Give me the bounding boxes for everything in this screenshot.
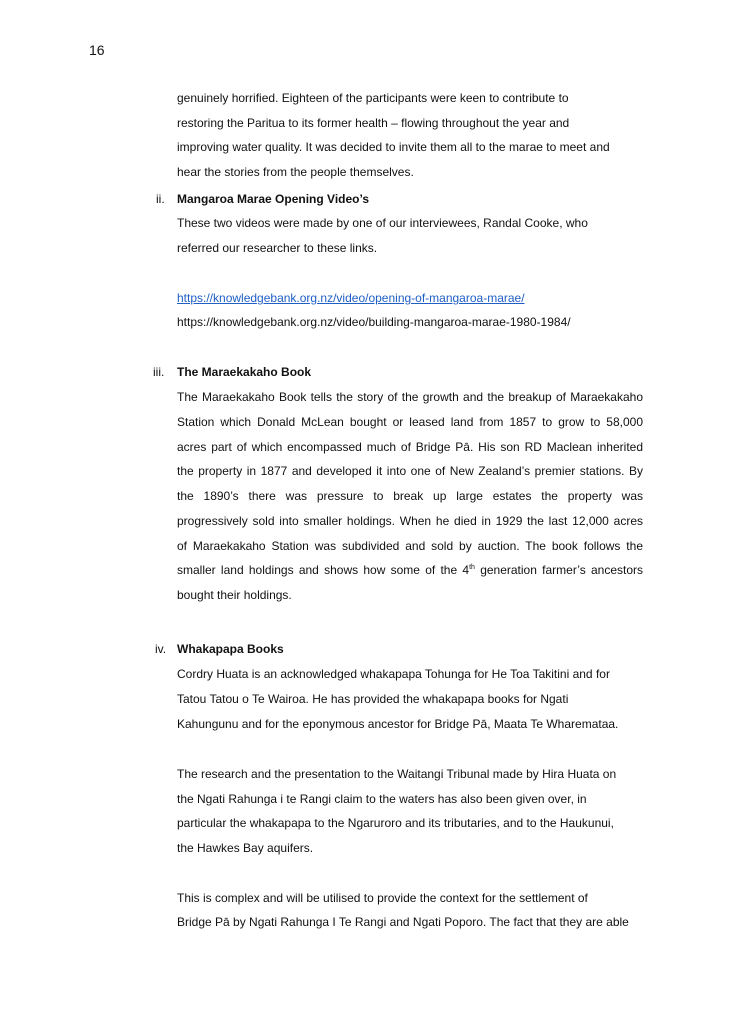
section-iii-line-text: smaller land holdings and shows how some of the 4 <box>177 563 470 577</box>
section-iii-line: bought their holdings. <box>177 588 292 602</box>
section-iv-line: The research and the presentation to the Waitangi Tribunal made by Hira Huata on <box>177 767 617 781</box>
section-iii-line: of Maraekakaho Station was subdivided and sold by auction. The book follows the <box>177 539 643 553</box>
video-link-opening[interactable]: https://knowledgebank.org.nz/video/opening-of-mangaroa-marae/ <box>177 291 525 305</box>
section-iii-number: iii. <box>153 365 165 379</box>
section-iii-line: the property in 1877 and developed it into one of New Zealand’s premier stations. By <box>177 464 643 478</box>
ordinal-superscript: th <box>469 564 475 571</box>
section-iv-line: Cordry Huata is an acknowledged whakapapa Tohunga for He Toa Takitini and for <box>177 667 610 681</box>
section-iv-line: particular the whakapapa to the Ngaruroro and its tributaries, and to the Haukunui, <box>177 816 614 830</box>
intro-line: hear the stories from the people themselves. <box>177 165 414 179</box>
section-ii-line: referred our researcher to these links. <box>177 241 378 255</box>
intro-line: genuinely horrified. Eighteen of the participants were keen to contribute to <box>177 91 569 105</box>
section-iii-line: The Maraekakaho Book tells the story of the growth and the breakup of Maraekakaho <box>177 390 643 404</box>
section-iv-number: iv. <box>155 642 167 656</box>
video-url-building: https://knowledgebank.org.nz/video/building-mangaroa-marae-1980-1984/ <box>177 315 571 329</box>
section-iii-line: acres part of which encompassed much of Bridge Pā. His son RD Maclean inherited <box>177 440 643 454</box>
section-iii-line-text: generation farmer’s ancestors <box>474 563 643 577</box>
section-ii-heading: Mangaroa Marae Opening Video’s <box>177 192 370 206</box>
section-iii-line: progressively sold into smaller holdings. When he died in 1929 the last 12,000 acres <box>177 514 643 528</box>
section-ii-line: These two videos were made by one of our interviewees, Randal Cooke, who <box>177 216 588 230</box>
page-number: 16 <box>89 42 105 58</box>
section-iv-line: Bridge Pā by Ngati Rahunga I Te Rangi and Ngati Poporo. The fact that they are able <box>177 915 629 929</box>
intro-line: improving water quality. It was decided to invite them all to the marae to meet and <box>177 140 610 154</box>
intro-line: restoring the Paritua to its former health – flowing throughout the year and <box>177 116 570 130</box>
section-iv-line: Kahungunu and for the eponymous ancestor for Bridge Pā, Maata Te Wharemataa. <box>177 717 619 731</box>
section-iv-line: the Hawkes Bay aquifers. <box>177 841 314 855</box>
section-iii-line: Station which Donald McLean bought or leased land from 1857 to grow to 58,000 <box>177 415 643 429</box>
section-iii-line <box>177 562 643 578</box>
section-iv-heading: Whakapapa Books <box>177 642 284 656</box>
section-iii-heading: The Maraekakaho Book <box>177 365 312 379</box>
section-iii-line: the 1890’s there was pressure to break up large estates the property was <box>177 489 643 503</box>
section-iv-line: the Ngati Rahunga i te Rangi claim to the waters has also been given over, in <box>177 792 587 806</box>
section-iv-line: This is complex and will be utilised to provide the context for the settlement of <box>177 891 588 905</box>
section-ii-number: ii. <box>156 192 165 206</box>
section-iv-line: Tatou Tatou o Te Wairoa. He has provided the whakapapa books for Ngati <box>177 692 569 706</box>
